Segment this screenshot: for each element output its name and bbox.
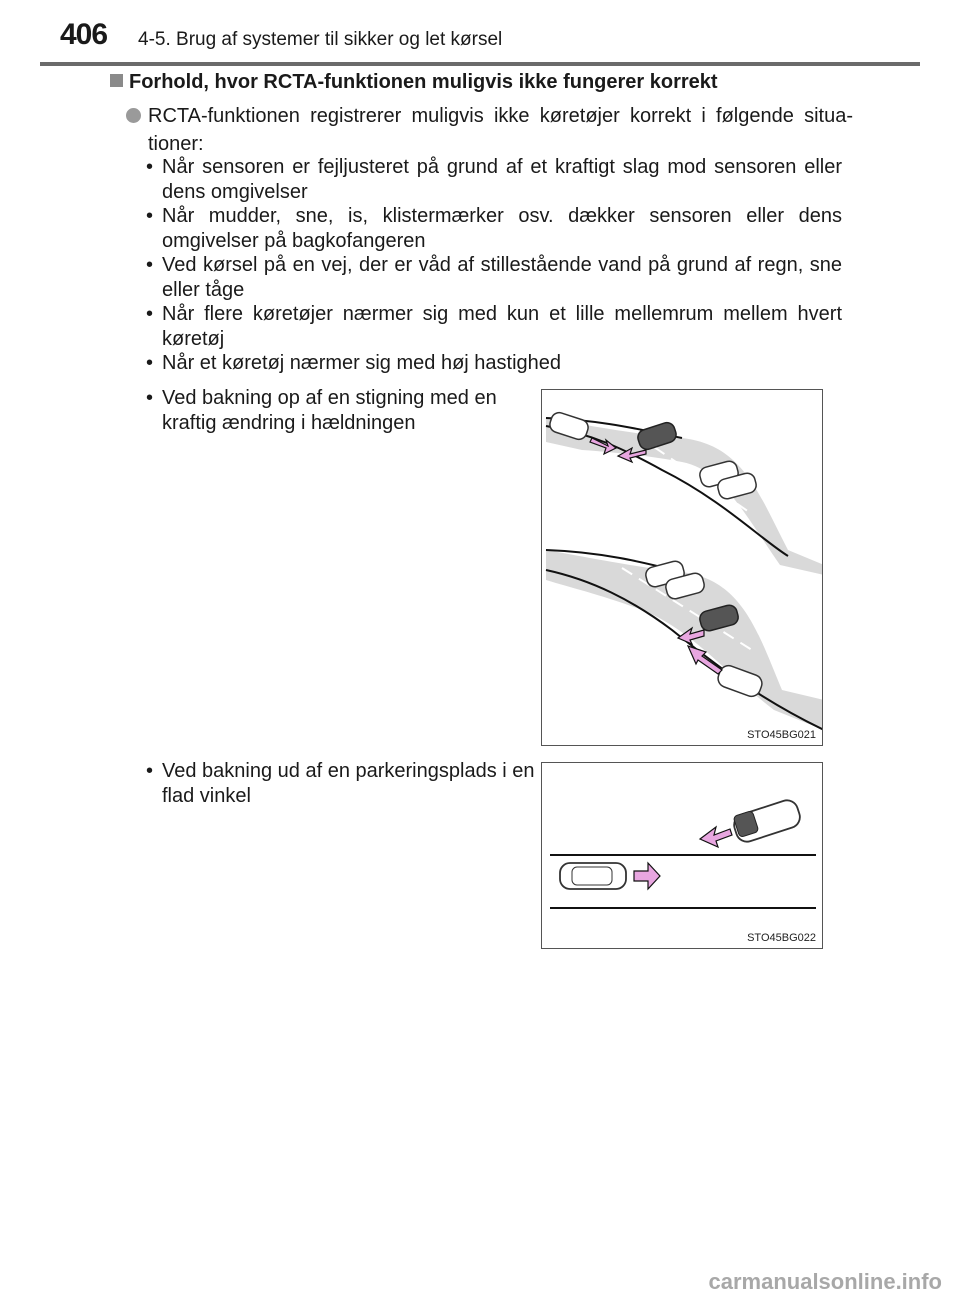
- arrow-icon: [634, 863, 660, 889]
- parking-illustration: [542, 763, 823, 949]
- lead-text: RCTA-funktionen registrerer muligvis ikke køretøjer korrekt i følgende situa-tioner:: [148, 105, 853, 155]
- figure-code: STO45BG022: [747, 932, 816, 944]
- list-item: • Når flere køretøjer nærmer sig med kun et lille mellemrum mellem hvert køretøj: [146, 302, 842, 351]
- heading-text: Forhold, hvor RCTA-funktionen muligvis ikke fungerer korrekt: [129, 71, 718, 93]
- figure-caption-slope: • Ved bakning op af en stigning med en kraftig ændring i hældningen: [146, 386, 542, 435]
- figure-caption-parking: • Ved bakning ud af en parkeringsplads i en flad vinkel: [146, 759, 542, 808]
- page-number: 406: [60, 18, 108, 51]
- section-title: 4-5. Brug af systemer til sikker og let kørsel: [138, 29, 503, 50]
- list-item: • Når et køretøj nærmer sig med høj hastighed: [146, 351, 842, 376]
- figure-parking-illustration: [541, 762, 823, 949]
- car-icon: [731, 797, 802, 844]
- header-rule: [40, 62, 920, 66]
- list-item: • Når sensoren er fejljusteret på grund af et kraftigt slag mod sensoren eller dens omgivelser: [146, 155, 842, 204]
- lead-paragraph: [128, 102, 853, 158]
- heading: [110, 71, 718, 94]
- car-icon: [560, 863, 626, 889]
- list-item: • Ved kørsel på en vej, der er våd af stillestående vand på grund af regn, sne eller tåge: [146, 253, 842, 302]
- footer-watermark: carmanualsonline.info: [708, 1269, 942, 1294]
- figure-slope-illustration: [541, 389, 823, 746]
- slope-illustration: [542, 390, 823, 746]
- heading-square-icon: [110, 74, 123, 87]
- condition-list: [146, 155, 842, 376]
- circle-bullet-icon: [126, 108, 141, 123]
- figure-code: STO45BG021: [747, 729, 816, 741]
- arrow-icon: [700, 827, 732, 847]
- list-item: • Når mudder, sne, is, klistermærker osv. dækker sensoren eller dens omgivelser på bagkofangeren: [146, 204, 842, 253]
